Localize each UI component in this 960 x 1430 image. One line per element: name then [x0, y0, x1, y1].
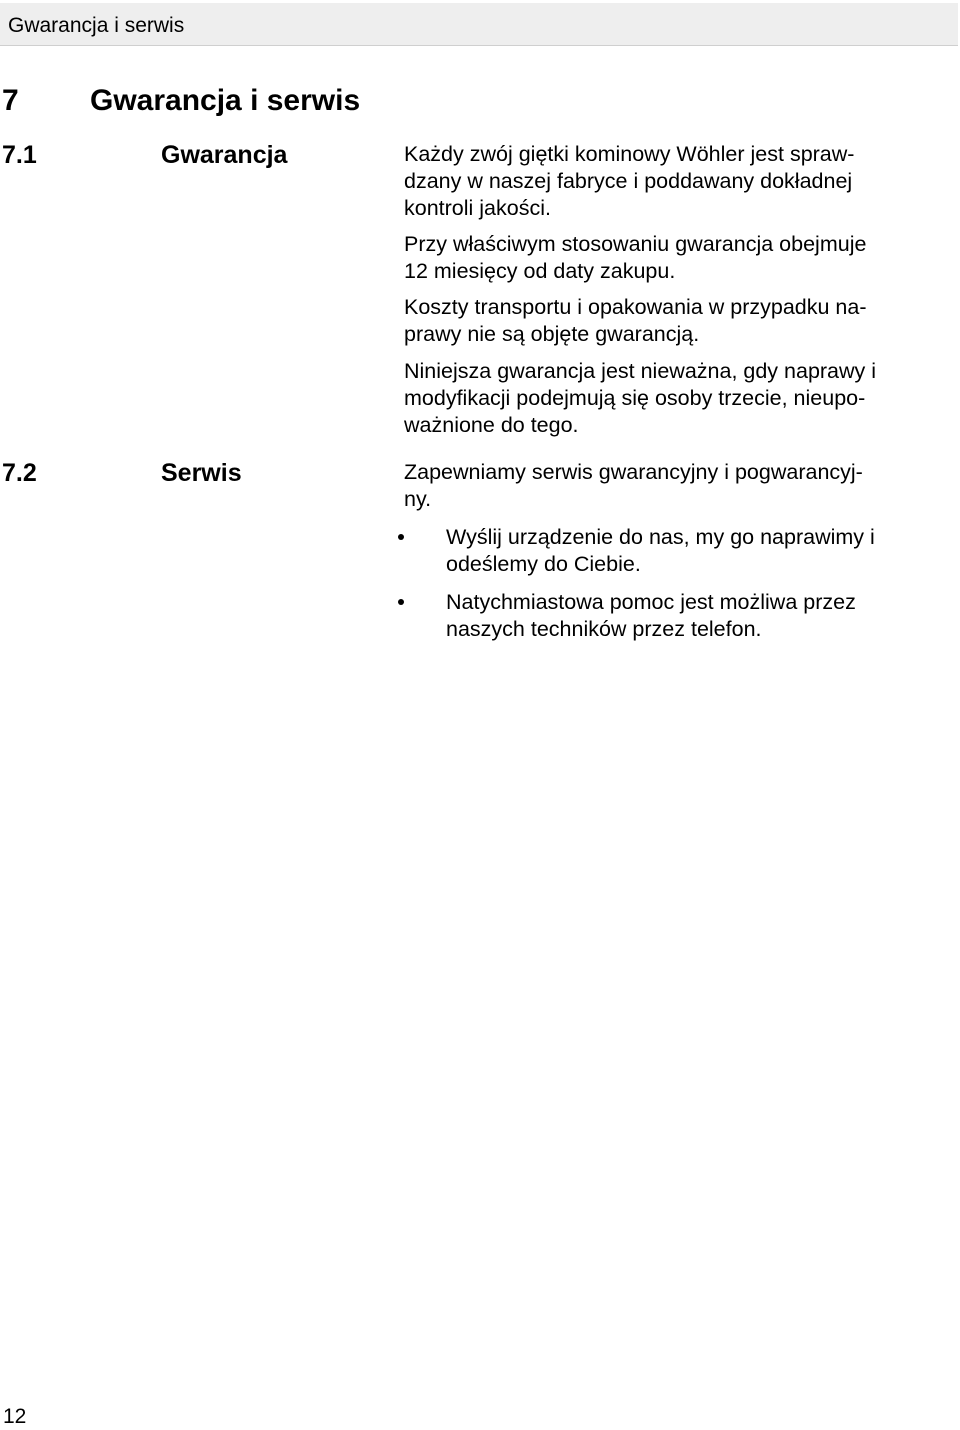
- list-item-text: Wyślij urządzenie do nas, my go naprawimy i odeślemy do Ciebie.: [446, 525, 875, 576]
- section-number: 7.2: [2, 459, 37, 487]
- page-number: 12: [3, 1405, 27, 1428]
- warranty-paragraph: Niniejsza gwarancja jest nieważna, gdy naprawy i modyfikacji podejmują się osoby trzecie, nieupo- ważnione do tego.: [404, 359, 877, 437]
- bullet-icon: [398, 599, 404, 605]
- bullet-icon: [398, 534, 404, 540]
- running-header-title: Gwarancja i serwis: [8, 14, 185, 37]
- section-number: 7.1: [2, 141, 37, 169]
- chapter-heading: [2, 84, 360, 118]
- chapter-title: Gwarancja i serwis: [90, 84, 361, 117]
- service-paragraph: Zapewniamy serwis gwarancyjny i pogwarancyj- ny.: [404, 460, 863, 511]
- warranty-paragraph: Każdy zwój giętki kominowy Wöhler jest spraw- dzany w naszej fabryce i poddawany dokładnej kontroli jakości.: [404, 142, 855, 220]
- chapter-number: 7: [2, 84, 19, 117]
- section-title: Serwis: [161, 459, 242, 487]
- list-item-text: Natychmiastowa pomoc jest możliwa przez naszych techników przez telefon.: [446, 590, 856, 641]
- warranty-paragraph: Koszty transportu i opakowania w przypadku na- prawy nie są objęte gwarancją.: [404, 295, 867, 346]
- section-title: Gwarancja: [161, 141, 288, 169]
- running-header: [0, 3, 958, 46]
- warranty-paragraph: Przy właściwym stosowaniu gwarancja obejmuje 12 miesięcy od daty zakupu.: [404, 232, 867, 283]
